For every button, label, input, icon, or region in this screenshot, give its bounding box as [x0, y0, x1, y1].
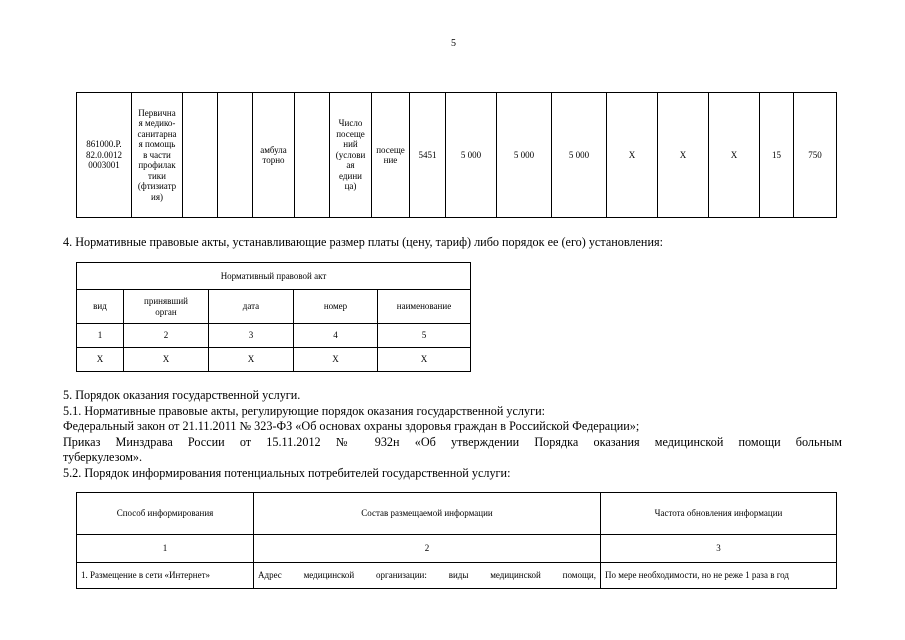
section-5-heading: 5. Порядок оказания государственной услуги. — [63, 388, 301, 402]
number-cell: 5 — [378, 324, 471, 348]
table-title: Нормативный правовой акт — [77, 263, 471, 290]
number-cell: 4 — [294, 324, 378, 348]
content-cell: Адрес медицинской организации: виды медицинской помощи, — [254, 563, 601, 589]
value-cell: X — [124, 348, 209, 372]
value-cell: X — [77, 348, 124, 372]
empty-cell — [295, 93, 330, 218]
table-row — [77, 348, 471, 372]
header-cell: наименование — [378, 290, 471, 324]
number-cell: 1 — [77, 535, 254, 563]
value-cell: X — [209, 348, 294, 372]
value-cell: X — [378, 348, 471, 372]
order-reference: Приказ Минздрава России от 15.11.2012 № 932н «Об утверждении Порядка оказания медицинской помощи больным — [63, 434, 842, 449]
section-5-1-heading: 5.1. Нормативные правовые акты, регулирующие порядок оказания государственной услуги: — [63, 403, 545, 418]
page-number: 5 — [451, 38, 456, 49]
value-cell: 5 000 — [446, 93, 497, 218]
value-cell: 5 000 — [497, 93, 552, 218]
table-row — [77, 263, 471, 290]
number-cell: 2 — [124, 324, 209, 348]
absolute-cell: 750 — [794, 93, 837, 218]
number-cell: 2 — [254, 535, 601, 563]
table-row — [77, 324, 471, 348]
unit-code-cell: 5451 — [410, 93, 446, 218]
empty-cell — [218, 93, 253, 218]
x-cell: X — [709, 93, 760, 218]
service-code-cell: 861000.Р. 82.0.0012 0003001 — [77, 93, 132, 218]
header-cell: вид — [77, 290, 124, 324]
percent-cell: 15 — [760, 93, 794, 218]
header-cell: Способ информирования — [77, 493, 254, 535]
unit-cell: посеще ние — [372, 93, 410, 218]
header-cell: Частота обновления информации — [601, 493, 837, 535]
table-row — [77, 563, 837, 589]
section-4-heading: 4. Нормативные правовые акты, устанавливающие размер платы (цену, тариф) либо порядок ее (его) установления: — [63, 235, 663, 249]
table-row — [77, 93, 837, 218]
number-cell: 1 — [77, 324, 124, 348]
form-cell: амбула торно — [253, 93, 295, 218]
header-cell: дата — [209, 290, 294, 324]
number-cell: 3 — [601, 535, 837, 563]
header-cell: принявший орган — [124, 290, 209, 324]
empty-cell — [183, 93, 218, 218]
value-cell: 5 000 — [552, 93, 607, 218]
frequency-cell: По мере необходимости, но не реже 1 раза в год — [601, 563, 837, 589]
law-reference: Федеральный закон от 21.11.2011 № 323-ФЗ «Об основах охраны здоровья граждан в Российской Федерации»; — [63, 419, 640, 434]
x-cell: X — [607, 93, 658, 218]
x-cell: X — [658, 93, 709, 218]
order-reference-cont: туберкулезом». — [63, 450, 143, 465]
number-cell: 3 — [209, 324, 294, 348]
section-5-2-heading: 5.2. Порядок информирования потенциальных потребителей государственной услуги: — [63, 465, 511, 480]
service-volume-table — [76, 92, 837, 218]
method-cell: 1. Размещение в сети «Интернет» — [77, 563, 254, 589]
header-cell: Состав размещаемой информации — [254, 493, 601, 535]
section-5 — [63, 388, 842, 482]
informing-table — [76, 492, 837, 589]
table-row — [77, 290, 471, 324]
value-cell: X — [294, 348, 378, 372]
header-cell: номер — [294, 290, 378, 324]
service-name-cell: Первична я медико- санитарна я помощь в части профилак тики (фтизиатр ия) — [132, 93, 183, 218]
table-row — [77, 535, 837, 563]
table-row — [77, 493, 837, 535]
indicator-cell: Число посеще ний (услови ая едини ца) — [330, 93, 372, 218]
normative-acts-table — [76, 262, 471, 372]
